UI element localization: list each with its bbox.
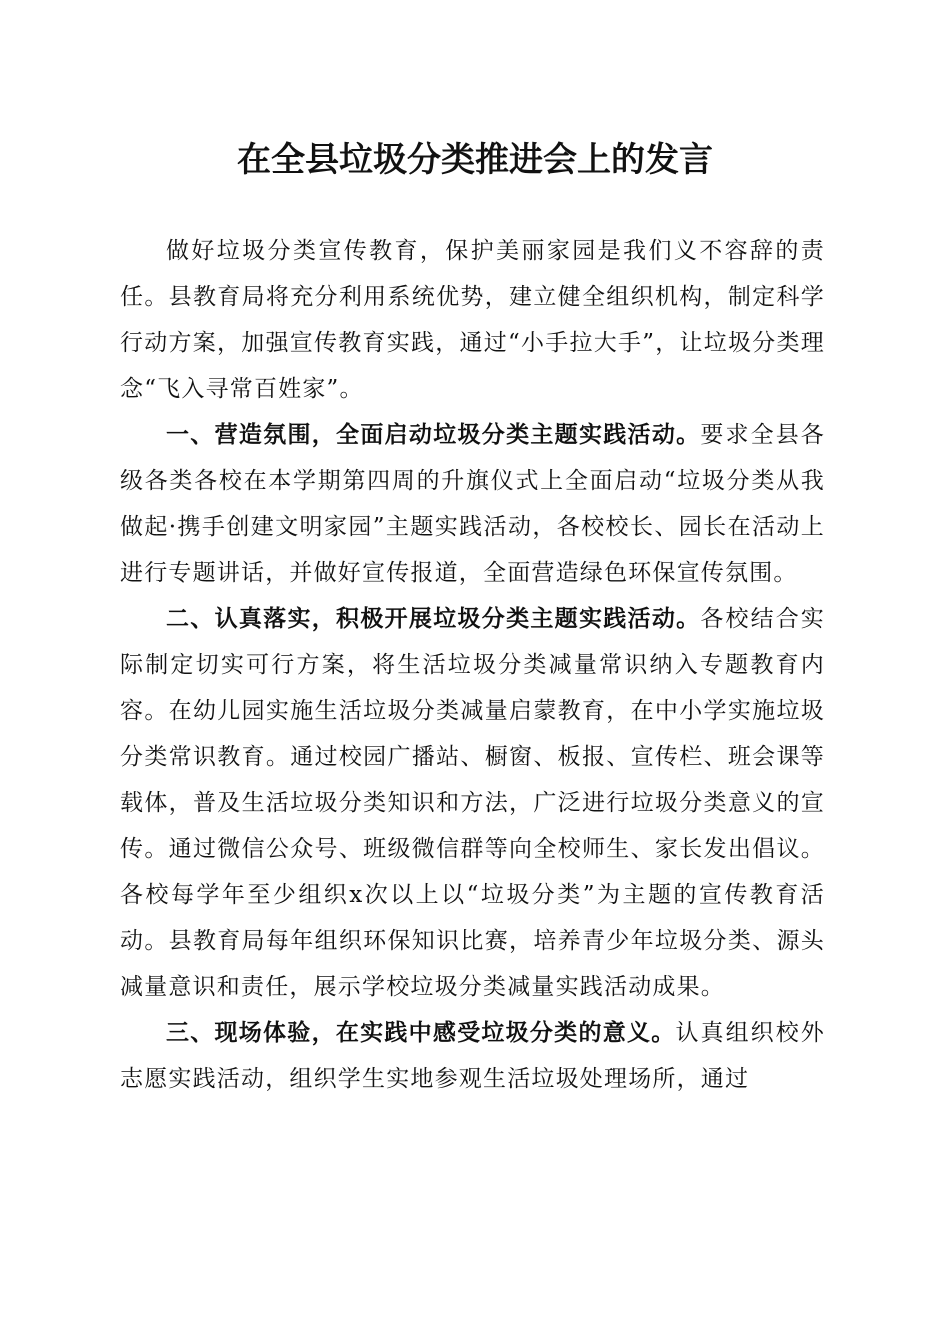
paragraph-text: 做好垃圾分类宣传教育，保护美丽家园是我们义不容辞的责任。县教育局将充分利用系统优势，建立健全组织机构，制定科学行动方案，加强宣传教育实践，通过“小手拉大手”，让垃圾分类理念“飞入寻常百姓家”。 bbox=[120, 238, 825, 402]
paragraph-text: 认真组织校外志愿实践活动，组织学生实地参观生活垃圾处理场所，通过 bbox=[120, 1020, 826, 1092]
section-heading: 三、现场体验，在实践中感受垃圾分类的意义。 bbox=[166, 1020, 676, 1046]
paragraph-intro bbox=[120, 228, 825, 412]
paragraph-text: 要求全县各级各类各校在本学期第四周的升旗仪式上全面启动“垃圾分类从我做起·携手创建文明家园”主题实践活动，各校校长、园长在活动上进行专题讲话，并做好宣传报道，全面营造绿色环保宣传氛围。 bbox=[120, 422, 825, 586]
section-heading: 二、认真落实，积极开展垃圾分类主题实践活动。 bbox=[166, 606, 701, 632]
document-title: 在全县垃圾分类推进会上的发言 bbox=[237, 140, 713, 180]
paragraph-section-3 bbox=[120, 1010, 825, 1102]
paragraph-section-2 bbox=[120, 596, 825, 1010]
paragraph-text: 各校结合实际制定切实可行方案，将生活垃圾分类减量常识纳入专题教育内容。在幼儿园实施生活垃圾分类减量启蒙教育，在中小学实施垃圾分类常识教育。通过校园广播站、橱窗、板报、宣传栏、班会课等载体，普及生活垃圾分类知识和方法，广泛进行垃圾分类意义的宣传。通过微信公众号、班级微信群等向全校师生、家长发出倡议。各校每学年至少组织x次以上以“垃圾分类”为主题的宣传教育活动。县教育局每年组织环保知识比赛，培养青少年垃圾分类、源头减量意识和责任，展示学校垃圾分类减量实践活动成果。 bbox=[120, 606, 825, 1000]
document-body bbox=[120, 228, 825, 1102]
paragraph-section-1 bbox=[120, 412, 825, 596]
section-heading: 一、营造氛围，全面启动垃圾分类主题实践活动。 bbox=[166, 422, 701, 448]
